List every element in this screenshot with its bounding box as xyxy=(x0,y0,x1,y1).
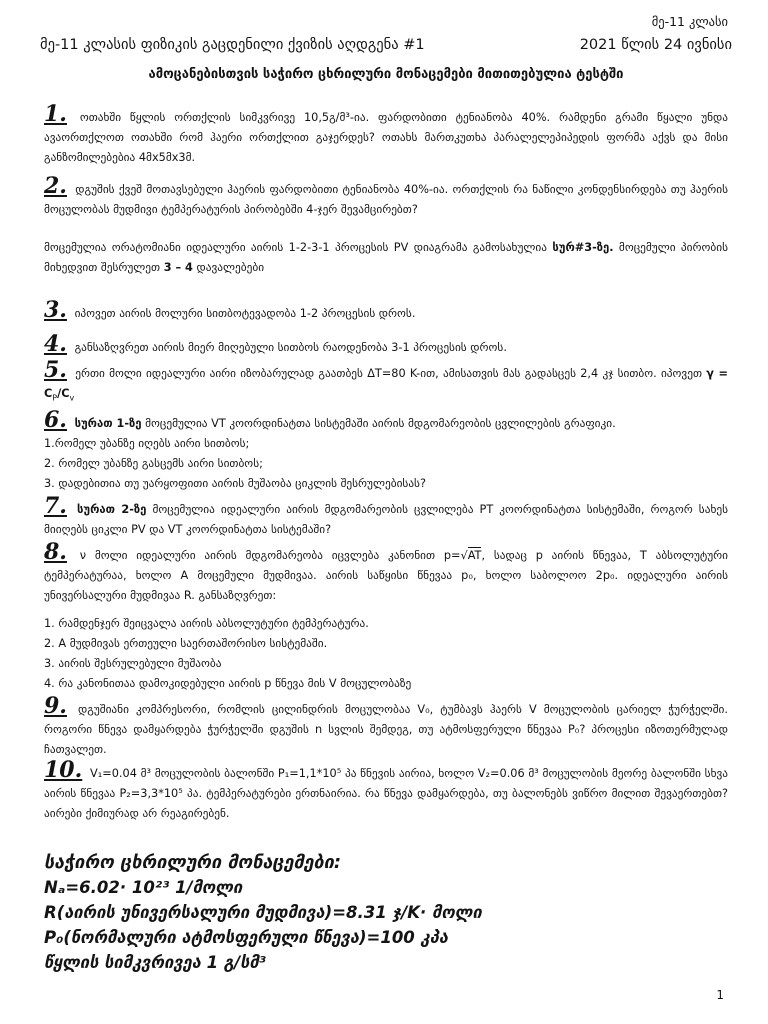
problem-7 xyxy=(44,493,728,540)
problems-body xyxy=(44,101,729,975)
formula-subscript: v xyxy=(69,393,75,403)
given-text: მოცემულია ორატომიანი იდეალური აირის 1-2-3-1 პროცესის PV დიაგრამა გამოსახულია xyxy=(44,241,553,254)
problem-text: ν მოლი იდეალური აირის მდგომარეობა იცვლება კანონით p= xyxy=(79,549,461,562)
document-title: მე-11 კლასის ფიზიკის გაცდენილი ქვიზის აღდგენა #1 xyxy=(40,37,425,53)
problem-number: 1. xyxy=(44,101,67,127)
given-statement xyxy=(44,238,728,278)
problem-text: მოცემულია VT კოორდინატთა სისტემაში აირის მდგომარეობის ცვლილების გრაფიკი. xyxy=(141,417,616,430)
formula-gamma: γ = C xyxy=(44,367,729,400)
problem-number: 3. xyxy=(44,297,67,323)
sqrt-symbol: √ xyxy=(460,549,468,562)
problem-text: განსაზღვრეთ აირის მიერ მიღებული სითბოს რაოდენობა 3-1 პროცესის დროს. xyxy=(74,341,507,354)
question-item: 1. რამდენჯერ შეიცვალა აირის აბსოლუტური ტემპერატურა. xyxy=(44,617,369,630)
problem-6-questions xyxy=(44,434,728,494)
problem-text: იპოვეთ აირის მოლური სითბოტევადობა 1-2 პროცესის დროს. xyxy=(74,307,416,320)
problem-text: ოთახში წყლის ორთქლის სიმკვრივე 10,5გ/მ³-ია. ფარდობითი ტენიანობა 40%. რამდენი გრამი წყალი უნდა ავაორთქლოთ ოთახში რომ ჰაერი ორთქლით გაჯერდეს? ოთახს მართკუთხა პარალელეპიპედის ფორმა აქვს და მისი განზომილებებია 4მx5მx3მ. xyxy=(44,111,728,164)
problem-text: მოცემულია იდეალური აირის მდგომარეობის ცვლილება PT კოორდინატთა სისტემაში, როგორ სახეს მიიღებს ციკლი PV და VT კოორდინატთა სისტემაში? xyxy=(44,503,728,536)
question-item: 1.რომელ უბანზე იღებს აირი სითბოს; xyxy=(44,437,250,450)
question-item: 3. დადებითია თუ უარყოფითი აირის მუშაობა ციკლის შესრულებისას? xyxy=(44,477,426,490)
problem-number: 8. xyxy=(44,539,67,565)
problem-number: 9. xyxy=(44,693,67,719)
problem-number: 2. xyxy=(44,173,67,199)
problem-2 xyxy=(44,173,728,220)
constants-block xyxy=(44,850,728,975)
problem-4 xyxy=(44,331,728,358)
constant-line: წყლის სიმკვრივეა 1 გ/სმ³ xyxy=(44,953,266,972)
problem-text: დგუშიანი კომპრესორი, რომლის ცილინდრის მოცულობაა V₀, ტუმბავს ჰაერს V მოცულობის ცარიელ ჭურჭელში. როგორი წნევა დამყარდება ჭურჭელში დგუშის n სვლის შემდეგ, თუ ატმოსფერული წნევაა P₀? პროცესი იზოთერმულად ჩათვალეთ. xyxy=(44,703,728,756)
problem-text: ერთი მოლი იდეალური აირი იზობარულად გაათბეს ΔT=80 K-ით, ამისათვის მას გადასცეს 2,4 კჯ სითბო. იპოვეთ xyxy=(75,367,707,380)
problem-text: , სადაც p აირის წნევაა, T აბსოლუტური ტემპერატურაა, ხოლო A მოცემული მუდმივაა. აირის საწყისი წნევაა p₀, ხოლო საბოლოო 2p₀. იდეალური აირის უნივერსალური მუდმივაა R. განსაზღვრეთ: xyxy=(44,549,729,602)
question-item: 3. აირის შესრულებული მუშაობა xyxy=(44,657,222,670)
problem-number: 4. xyxy=(44,331,67,357)
problem-text: დგუშის ქვეშ მოთავსებული ჰაერის ფარდობითი ტენიანობა 40%-ია. ორთქლის რა ნაწილი კონდენსირდება თუ ჰაერის მოცულობას მუდმივი ტემპერატურის პირობებში 4-ჯერ შევამცირებთ? xyxy=(44,183,728,216)
given-text: მოცემული პირობის მიხედვით შესრულეთ xyxy=(44,241,728,274)
task-range: 3 – 4 xyxy=(163,261,193,274)
figure-reference: სურათ 2-ზე xyxy=(77,503,147,516)
question-item: 4. რა კანონითაა დამოკიდებული აირის p წნევა მის V მოცულობაზე xyxy=(44,677,412,690)
page-number: 1 xyxy=(716,988,724,1002)
constant-line: R(აირის უნივერსალური მუდმივა)=8.31 ჯ/K· მოლი xyxy=(44,903,482,922)
problem-number: 7. xyxy=(44,493,67,519)
question-item: 2. A მუდმივას ერთეული საერთაშორისო სისტემაში. xyxy=(44,637,328,650)
problem-number: 6. xyxy=(44,407,67,433)
problem-3 xyxy=(44,297,728,324)
instructions-note: ამოცანებისთვის საჭირო ცხრილური მონაცემები მითითებულია ტესტში xyxy=(148,67,624,82)
class-label: მე-11 კლასი xyxy=(651,14,728,29)
problem-8 xyxy=(44,539,729,606)
problem-8-questions xyxy=(44,614,728,694)
formula-subscript: P xyxy=(52,393,58,403)
question-item: 2. რომელ უბანზე გასცემს აირი სითბოს; xyxy=(44,457,263,470)
problem-1 xyxy=(44,101,728,168)
problem-10 xyxy=(44,757,729,824)
constants-heading: საჭირო ცხრილური მონაცემები: xyxy=(44,852,342,873)
title-bar xyxy=(40,37,732,53)
problem-text: V₁=0.04 მ³ მოცულობის ბალონში P₁=1,1*10⁵ პა წნევის აირია, ხოლო V₂=0.06 მ³ მოცულობის მეორე ბალონში სხვა აირის წნევაა P₂=3,3*10⁵ პა. ტემპერატურები ერთნაირია. რა წნევა დამყარდება, თუ ბალონებს ვიწრო მილით შევაერთებთ? აირები ქიმიურად არ რეაგირებენ. xyxy=(44,767,729,820)
figure-reference: სურათ 1-ზე xyxy=(74,417,142,430)
problem-9 xyxy=(44,693,728,760)
problem-6 xyxy=(44,407,728,434)
sqrt-radicand: AT xyxy=(467,549,482,562)
constant-line: Nₐ=6.02· 10²³ 1/მოლი xyxy=(44,878,243,897)
given-text: დავალებები xyxy=(192,261,265,274)
problem-5 xyxy=(44,357,729,404)
formula-gamma: /C xyxy=(57,387,70,400)
problem-number: 10. xyxy=(44,757,83,783)
problem-number: 5. xyxy=(44,357,67,383)
constant-line: P₀(ნორმალური ატმოსფერული წნევა)=100 კპა xyxy=(44,928,448,947)
figure-reference: სურ#3-ზე. xyxy=(552,241,614,254)
document-date: 2021 წლის 24 ივნისი xyxy=(579,37,732,53)
